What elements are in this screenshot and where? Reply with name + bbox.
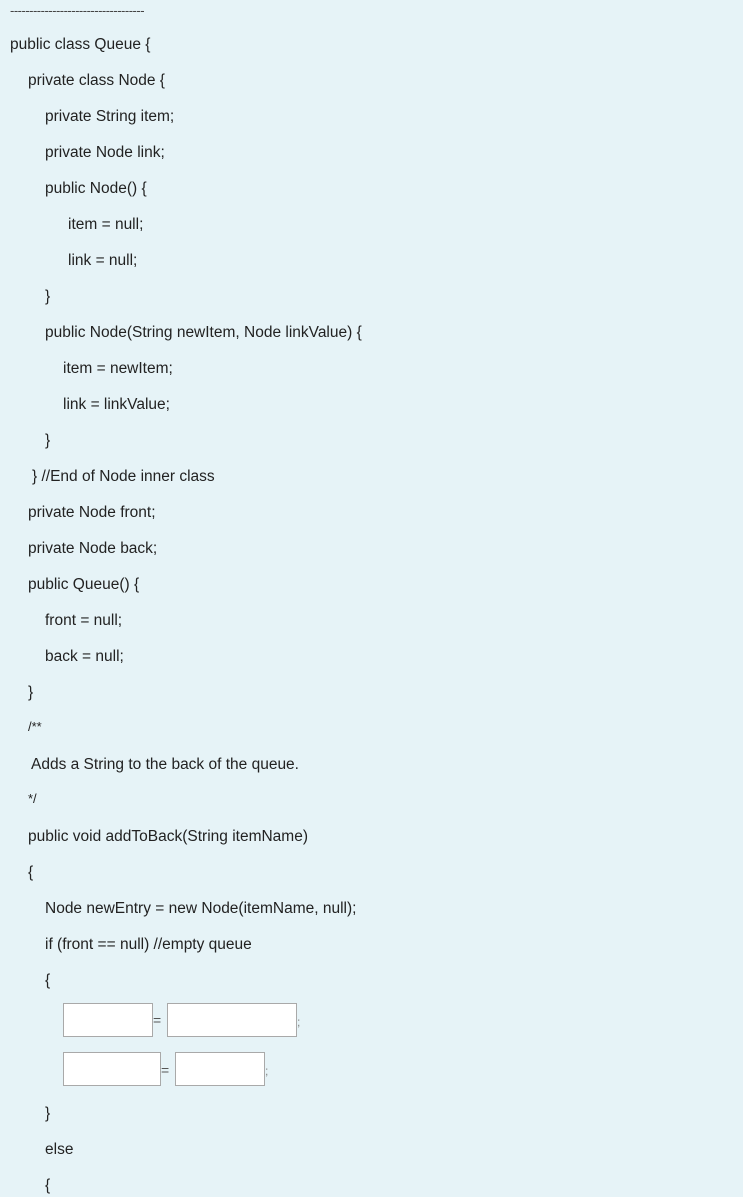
code-line-link-null: link = null; <box>68 252 138 269</box>
blank-row2-left-input[interactable] <box>63 1052 161 1086</box>
code-line-node-ctor: public Node() { <box>45 180 147 197</box>
semicolon: ; <box>297 1015 301 1029</box>
separator-line: ----------------------------------- <box>10 3 145 18</box>
code-line-if-empty: if (front == null) //empty queue <box>45 936 252 953</box>
code-line-close-brace: } <box>45 432 51 449</box>
code-line-back-field: private Node back; <box>28 540 158 557</box>
code-line-item-assign: item = newItem; <box>63 360 173 377</box>
code-line-open-brace: { <box>45 972 51 989</box>
blank-row1-right-input[interactable] <box>167 1003 297 1037</box>
blank-row2-right-input[interactable] <box>175 1052 265 1086</box>
code-line-item-field: private String item; <box>45 108 175 125</box>
code-line-front-null: front = null; <box>45 612 123 629</box>
code-line-link-field: private Node link; <box>45 144 165 161</box>
code-line-close-brace: } <box>45 288 51 305</box>
code-line-doc-open: /** <box>28 719 42 734</box>
code-line-link-assign: link = linkValue; <box>63 396 170 413</box>
equals-sign: = <box>153 1012 162 1028</box>
code-line-front-field: private Node front; <box>28 504 156 521</box>
code-line-close-brace: } <box>45 1105 51 1122</box>
code-line-new-entry: Node newEntry = new Node(itemName, null); <box>45 900 357 917</box>
code-line-class-decl: public class Queue { <box>10 36 151 53</box>
code-line-doc-text: Adds a String to the back of the queue. <box>31 756 299 773</box>
semicolon: ; <box>265 1064 269 1078</box>
blank-row1-left-input[interactable] <box>63 1003 153 1037</box>
code-line-else: else <box>45 1141 74 1158</box>
code-line-open-brace: { <box>28 864 34 881</box>
code-line-queue-ctor: public Queue() { <box>28 576 140 593</box>
equals-sign: = <box>161 1062 170 1078</box>
code-line-end-node-class: } //End of Node inner class <box>32 468 215 485</box>
code-line-open-brace: { <box>45 1177 51 1194</box>
code-line-back-null: back = null; <box>45 648 124 665</box>
code-line-node-ctor-args: public Node(String newItem, Node linkValue) { <box>45 324 362 341</box>
code-line-addtoback-sig: public void addToBack(String itemName) <box>28 828 308 845</box>
code-line-node-class: private class Node { <box>28 72 165 89</box>
code-line-close-brace: } <box>28 684 34 701</box>
code-line-item-null: item = null; <box>68 216 144 233</box>
code-line-doc-close: */ <box>28 791 37 806</box>
